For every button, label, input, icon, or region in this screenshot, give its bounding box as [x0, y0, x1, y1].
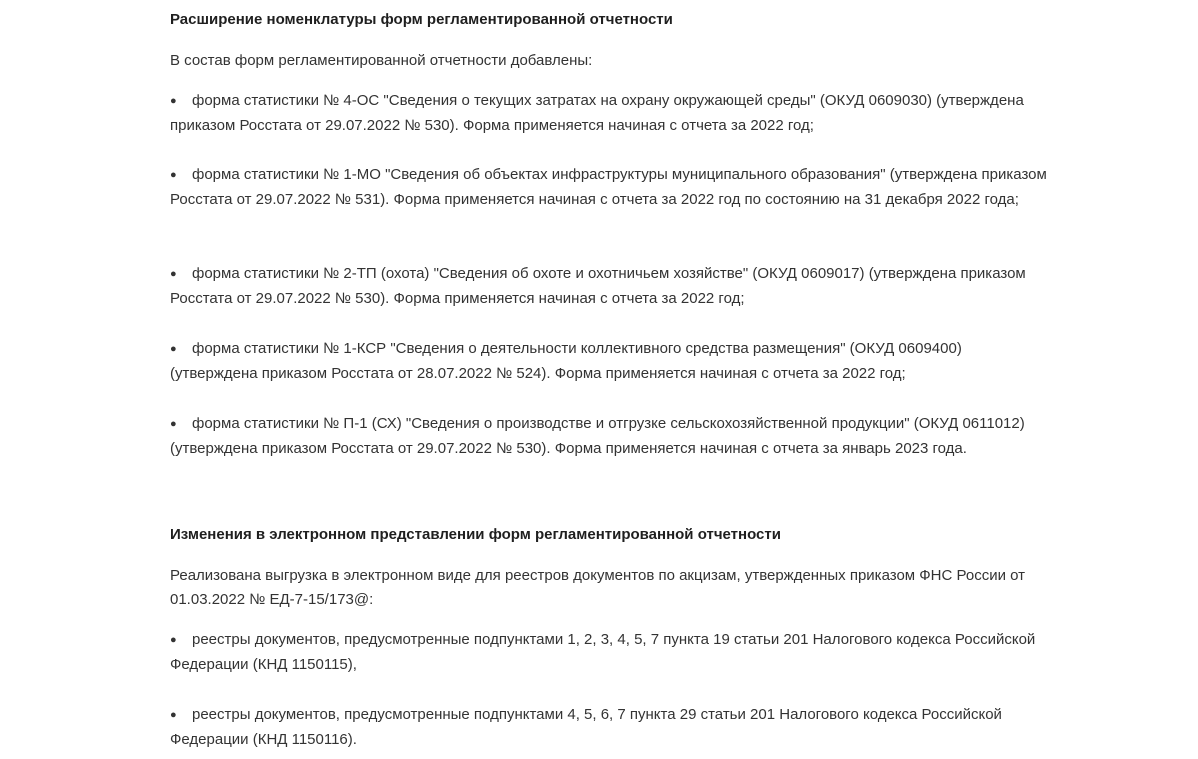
bullet-icon: ●	[170, 709, 177, 721]
list-item-text: форма статистики № 1-МО "Сведения об объектах инфраструктуры муниципального образования" (утверждена приказом Росстата от 29.07.2022 № 531). Форма применяется начиная с отчета за 2022 год по состоянию на 31 декабря 2022 года;	[170, 166, 1047, 208]
list-item-text: форма статистики № П-1 (СХ) "Сведения о производстве и отгрузке сельскохозяйственной продукции" (ОКУД 0611012) (утверждена приказом Росстата от 29.07.2022 № 530). Форма применяется начиная с отчета за январь 2023 года.	[170, 415, 1025, 457]
section-intro-nomenclature: В состав форм регламентированной отчетности добавлены:	[170, 52, 593, 69]
list-item-text: форма статистики № 4-ОС "Сведения о текущих затратах на охрану окружающей среды" (ОКУД 0609030) (утверждена приказом Росстата от 29.07.2022 № 530). Форма применяется начиная с отчета за 2022 год;	[170, 92, 1024, 134]
list-item-text: реестры документов, предусмотренные подпунктами 1, 2, 3, 4, 5, 7 пункта 19 статьи 201 Налогового кодекса Российской Федерации (КНД 1150115),	[170, 631, 1036, 673]
bullet-icon: ●	[170, 418, 177, 430]
bullet-icon: ●	[170, 169, 177, 181]
list-item	[170, 262, 1050, 311]
section-title-nomenclature: Расширение номенклатуры форм регламентированной отчетности	[170, 11, 673, 28]
section-title-electronic: Изменения в электронном представлении форм регламентированной отчетности	[170, 526, 781, 543]
list-item	[170, 628, 1050, 677]
bullet-icon: ●	[170, 343, 177, 355]
bullet-icon: ●	[170, 95, 177, 107]
bullet-icon: ●	[170, 634, 177, 646]
list-item	[170, 703, 1050, 752]
list-item	[170, 89, 1050, 138]
bullet-icon: ●	[170, 268, 177, 280]
list-item-text: реестры документов, предусмотренные подпунктами 4, 5, 6, 7 пункта 29 статьи 201 Налогового кодекса Российской Федерации (КНД 1150116).	[170, 706, 1002, 748]
list-item	[170, 337, 1050, 386]
list-item	[170, 163, 1050, 212]
section-intro-electronic: Реализована выгрузка в электронном виде для реестров документов по акцизам, утвержденных приказом ФНС России от 01.03.2022 № ЕД-7-15/173@:	[170, 567, 1025, 608]
list-item-text: форма статистики № 1-КСР "Сведения о деятельности коллективного средства размещения" (ОКУД 0609400) (утверждена приказом Росстата от 28.07.2022 № 524). Форма применяется начиная с отчета за 2022 год;	[170, 340, 962, 382]
list-item-text: форма статистики № 2-ТП (охота) "Сведения об охоте и охотничьем хозяйстве" (ОКУД 0609017) (утверждена приказом Росстата от 29.07.2022 № 530). Форма применяется начиная с отчета за 2022 год;	[170, 265, 1026, 307]
list-item	[170, 412, 1050, 461]
